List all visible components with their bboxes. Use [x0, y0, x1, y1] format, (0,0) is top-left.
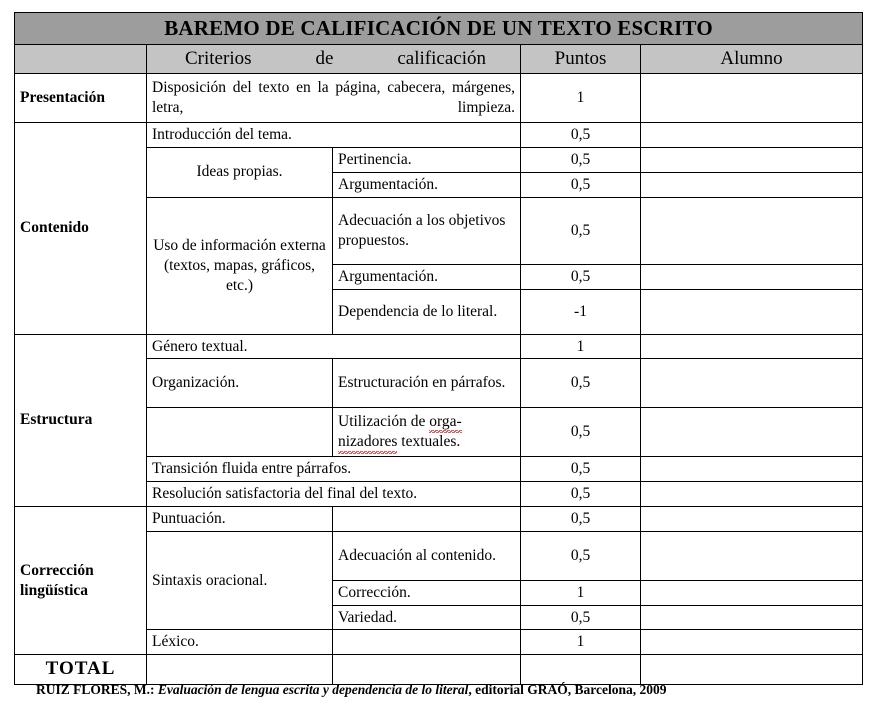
- student-score-argumentacion-ideas[interactable]: [641, 172, 863, 197]
- table-row: [15, 123, 863, 148]
- student-score-lexico[interactable]: [641, 630, 863, 655]
- criterion-lexico: Léxico.: [147, 630, 333, 655]
- student-score-presentacion[interactable]: [641, 74, 863, 123]
- subcriterion-argumentacion-ideas: Argumentación.: [333, 172, 521, 197]
- points-adecuacion-contenido[interactable]: 0,5: [521, 531, 641, 580]
- subcriterion-puntuacion-blank: [333, 506, 521, 531]
- points-utilizacion-organizadores[interactable]: 0,5: [521, 408, 641, 457]
- subcriterion-argumentacion-externa: Argumentación.: [333, 264, 521, 289]
- points-puntuacion[interactable]: 0,5: [521, 506, 641, 531]
- points-presentacion[interactable]: 1: [521, 74, 641, 123]
- points-genero-textual[interactable]: 1: [521, 334, 641, 359]
- subcriterion-pertinencia: Pertinencia.: [333, 148, 521, 173]
- student-score-adecuacion-objetivos[interactable]: [641, 197, 863, 264]
- student-score-adecuacion-contenido[interactable]: [641, 531, 863, 580]
- total-label: TOTAL: [15, 655, 147, 684]
- citation-work-title: Evaluación de lengua escrita y dependencia de lo literal: [157, 682, 469, 697]
- points-introduccion-tema[interactable]: 0,5: [521, 123, 641, 148]
- student-score-resolucion-satisfactoria[interactable]: [641, 482, 863, 507]
- subcriterion-correccion: Corrección.: [333, 580, 521, 605]
- points-argumentacion-externa[interactable]: 0,5: [521, 264, 641, 289]
- grading-rubric-table: [14, 12, 863, 685]
- category-presentacion: Presentación: [15, 74, 147, 123]
- points-lexico[interactable]: 1: [521, 630, 641, 655]
- subcriterion-adecuacion-objetivos: Adecuación a los objetivos propuestos.: [333, 197, 521, 264]
- criterion-uso-informacion-externa: Uso de información externa (textos, mapas, gráficos, etc.): [147, 197, 333, 334]
- criterion-organizacion: Organización.: [147, 359, 333, 408]
- points-dependencia-literal[interactable]: -1: [521, 289, 641, 334]
- student-score-puntuacion[interactable]: [641, 506, 863, 531]
- subcriterion-lexico-blank: [333, 630, 521, 655]
- header-category-blank: [15, 44, 147, 73]
- document-title: BAREMO DE CALIFICACIÓN DE UN TEXTO ESCRITO: [15, 13, 863, 45]
- points-adecuacion-objetivos[interactable]: 0,5: [521, 197, 641, 264]
- criterion-organizacion-continued: [147, 408, 333, 457]
- header-student: Alumno: [641, 44, 863, 73]
- student-score-utilizacion-organizadores[interactable]: [641, 408, 863, 457]
- student-score-introduccion-tema[interactable]: [641, 123, 863, 148]
- utilizacion-prefix: Utilización de: [338, 412, 430, 430]
- subcriterion-adecuacion-contenido: Adecuación al contenido.: [333, 531, 521, 580]
- student-score-variedad[interactable]: [641, 605, 863, 630]
- subcriterion-utilizacion-organizadores: [333, 408, 521, 457]
- student-score-transicion-fluida[interactable]: [641, 457, 863, 482]
- header-points: Puntos: [521, 44, 641, 73]
- category-contenido: Contenido: [15, 123, 147, 334]
- table-row: [15, 74, 863, 123]
- criterion-resolucion-satisfactoria: Resolución satisfactoria del final del texto.: [147, 482, 521, 507]
- table-total-row: [15, 655, 863, 684]
- source-citation: [36, 682, 666, 698]
- criterion-ideas-propias: Ideas propias.: [147, 148, 333, 198]
- points-transicion-fluida[interactable]: 0,5: [521, 457, 641, 482]
- category-correccion-linguistica: Corrección lingüística: [15, 506, 147, 654]
- student-score-correccion[interactable]: [641, 580, 863, 605]
- total-student-score[interactable]: [641, 655, 863, 684]
- student-score-dependencia-literal[interactable]: [641, 289, 863, 334]
- table-row: [15, 334, 863, 359]
- citation-publication: , editorial GRAÓ, Barcelona, 2009: [468, 682, 667, 697]
- subcriterion-dependencia-literal: Dependencia de lo literal.: [333, 289, 521, 334]
- criterion-sintaxis-oracional: Sintaxis oracional.: [147, 531, 333, 630]
- points-correccion[interactable]: 1: [521, 580, 641, 605]
- student-score-pertinencia[interactable]: [641, 148, 863, 173]
- subcriterion-variedad: Variedad.: [333, 605, 521, 630]
- points-pertinencia[interactable]: 0,5: [521, 148, 641, 173]
- points-argumentacion-ideas[interactable]: 0,5: [521, 172, 641, 197]
- criterion-presentacion: Disposición del texto en la página, cabecera, márgenes, letra, limpieza.: [147, 74, 521, 123]
- total-points[interactable]: [521, 655, 641, 684]
- total-criteria-blank: [147, 655, 333, 684]
- header-criteria: Criterios de calificación: [147, 44, 521, 73]
- criterion-introduccion-tema: Introducción del tema.: [147, 123, 521, 148]
- criterion-genero-textual: Género textual.: [147, 334, 521, 359]
- points-estructuracion-parrafos[interactable]: 0,5: [521, 359, 641, 408]
- utilizacion-suffix: textuales.: [397, 433, 461, 451]
- points-variedad[interactable]: 0,5: [521, 605, 641, 630]
- criterion-transicion-fluida: Transición fluida entre párrafos.: [147, 457, 521, 482]
- utilizacion-misspelled-nizadores: nizadores: [338, 432, 397, 453]
- utilizacion-misspelled-orga: orga-: [429, 412, 461, 433]
- total-subcriteria-blank: [333, 655, 521, 684]
- criterion-puntuacion: Puntuación.: [147, 506, 333, 531]
- category-estructura: Estructura: [15, 334, 147, 506]
- points-resolucion-satisfactoria[interactable]: 0,5: [521, 482, 641, 507]
- student-score-argumentacion-externa[interactable]: [641, 264, 863, 289]
- citation-author: RUIZ FLORES, M.:: [36, 682, 158, 697]
- table-header-row: [15, 44, 863, 73]
- table-row: [15, 506, 863, 531]
- student-score-genero-textual[interactable]: [641, 334, 863, 359]
- student-score-estructuracion-parrafos[interactable]: [641, 359, 863, 408]
- table-title-row: [15, 13, 863, 45]
- subcriterion-estructuracion-parrafos: Estructuración en párrafos.: [333, 359, 521, 408]
